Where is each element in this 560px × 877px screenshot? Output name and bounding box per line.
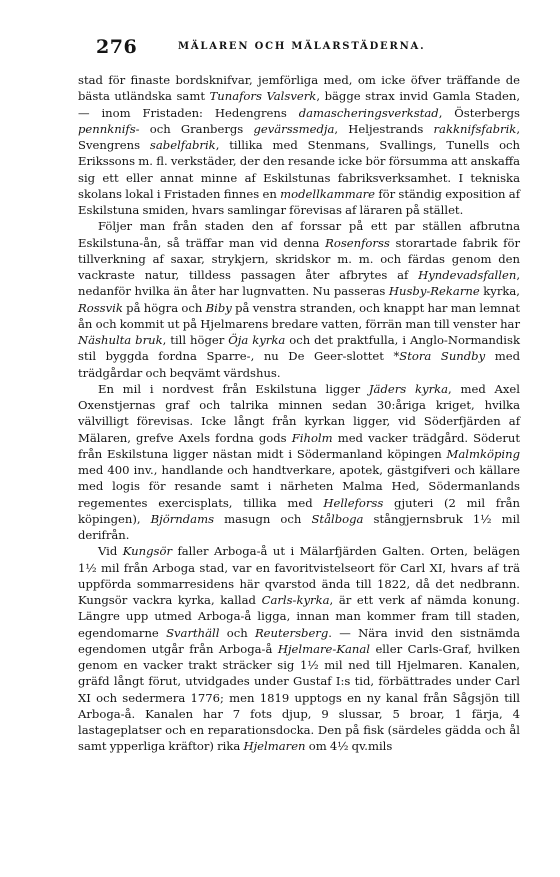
text-run: för ständig exposition af Eskilstuna smiden, hvars samlingar förevisas af läraren på stället. — [78, 186, 520, 217]
text-run: kyrka, — [479, 284, 520, 299]
italic-term: Tunafors Valsverk — [209, 89, 317, 104]
text-run: med 400 inv., handlande och handtverkare, apotek, gästgifveri och källare med logis för resande samt i närheten Malma Hed, Södermanlands regementes exercisplats, tillika med — [78, 463, 520, 510]
italic-term: Rossvik — [78, 300, 123, 315]
italic-term: Rosenforss — [325, 235, 390, 250]
italic-term: Stålboga — [311, 511, 364, 526]
text-run: , tillika med Stenmans, Svallings, Tunells och Erikssons m. fl. verkstäder, der den resande icke bör försumma att anskaffa sig ett eller annat minne af Eskilstunas fabriksverksamhet. I tekniska skolans lokal i Fristaden finnes en — [78, 138, 521, 201]
text-run: . — Nära invid den sistnämda egendomen utgår från Arboga-å — [78, 625, 520, 656]
italic-term: Carls-kyrka — [261, 593, 330, 607]
page-number: 276 — [96, 36, 138, 58]
body-text — [78, 72, 520, 755]
text-run: masugn och — [214, 511, 312, 526]
italic-term: Svarthäll — [166, 625, 220, 640]
text-run: , Svengrens — [78, 121, 521, 152]
paragraph — [78, 543, 520, 754]
italic-term: Kungsör — [122, 544, 172, 559]
text-run: , bägge strax invid Gamla Staden, — inom Fristaden: Hedengrens — [78, 89, 521, 120]
text-run: En mil i nordvest från Eskilstuna ligger — [98, 381, 369, 396]
text-run: , Heljestrands — [334, 121, 434, 136]
page-header — [78, 36, 520, 58]
paragraph — [78, 72, 520, 218]
italic-term: Malmköping — [446, 446, 520, 461]
text-run: Följer man från staden den af forssar på ett par ställen afbrutna Eskilstuna-ån, så träffar man vid denna — [78, 219, 520, 250]
italic-term: Hjelmare-Kanal — [277, 641, 370, 656]
text-run: om 4½ qv.mils — [305, 739, 393, 754]
text-run: gjuteri (2 mil från köpingen), — [78, 495, 520, 526]
text-run: stångjernsbruk 1½ mil derifrån. — [78, 511, 521, 542]
text-run: , Österbergs — [438, 105, 520, 120]
italic-term: Hyndevadsfallen — [418, 268, 517, 282]
italic-term: damascheringsverkstad — [298, 105, 439, 120]
italic-term: Öja kyrka — [228, 333, 286, 347]
running-head: MÄLAREN OCH MÄLARSTÄDERNA. — [178, 41, 426, 52]
text-run: , med Axel Oxenstjernas graf och talrika minnen sedan 30:åriga kriget, hvilka välvilligt förevisas. Icke långt från kyrkan ligger, vid Söderfjärden af Mälaren, grefve Axels fordna gods — [78, 381, 520, 445]
italic-term: *Stora Sundby — [393, 349, 486, 364]
text-run: och det praktfulla, i Anglo-Normandisk stil byggda fordna Sparre-, nu De Geer-slottet — [78, 333, 520, 364]
text-run: och — [219, 625, 255, 640]
italic-term: modellkammare — [280, 186, 376, 201]
italic-term: Näshulta bruk — [78, 333, 163, 347]
text-run: , till höger — [162, 333, 229, 347]
italic-term: Hjelmaren — [243, 739, 306, 754]
italic-term: Reutersberg — [254, 625, 329, 640]
text-run: på högra och — [122, 300, 206, 315]
text-run: storartade fabrik för tillverkning af saxar, strykjern, skridskor m. m. och färdas genom den vackraste natur, tilldess passagen åter afbrytes af — [78, 235, 520, 282]
italic-term: Biby — [205, 300, 232, 315]
italic-term: pennknifs- — [78, 121, 140, 136]
italic-term: Björndams — [150, 511, 215, 526]
text-run: , nedanför hvilka än åter har lugnvatten. Nu passeras — [78, 268, 520, 299]
italic-term: sabelfabrik — [149, 138, 216, 152]
paragraph — [78, 381, 520, 544]
italic-term: Helleforss — [323, 495, 384, 510]
italic-term: gevärssmedja — [253, 121, 335, 136]
italic-term: rakknifsfabrik — [433, 121, 517, 136]
text-run: med trädgårdar och beqvämt värdshus. — [78, 349, 520, 380]
italic-term: Jäders kyrka — [368, 381, 449, 396]
text-run: eller Carls-Graf, hvilken genom en vacker trakt sträcker sig 1½ mil ned till Hjelmaren. Kanalen, gräfd långt förut, utvidgades under Gustaf I:s tid, förbättrades under Carl XI och sedermera 1776; men 1819 upptogs en ny kanal från Sågsjön till Arboga-å. Kanalen har 7 fots djup, 9 slussar, 5 broar, 1 färja, 4 lastageplatser och en reparationsdocka. Den på fisk (särdeles gädda och ål samt ypperliga kräftor) rika — [78, 641, 520, 754]
text-run: stad för finaste bordsknifvar, jemförliga med, om icke öfver träffande de bästa utländska samt — [78, 73, 520, 104]
text-run: på venstra stranden, och knappt har man lemnat ån och kommit ut på Hjelmarens bredare vatten, förrän man till venster har — [78, 300, 520, 331]
text-run: Vid — [98, 544, 123, 559]
text-run: , är ett verk af nämda konung. Längre upp utmed Arboga-å ligga, innan man kommer fram till staden, egendomarne — [78, 593, 520, 640]
italic-term: Husby-Rekarne — [388, 284, 480, 299]
text-run: faller Arboga-å ut i Mälarfjärden Galten. Orten, belägen 1½ mil från Arboga stad, var en favoritvistelseort för Carl XI, hvars af trä uppförda sommarresidens här qvarstod ända till 1822, då det nedbrann. Kungsör vackra kyrka, kallad — [78, 544, 521, 607]
paragraph — [78, 218, 520, 381]
text-run: och Granbergs — [139, 121, 254, 136]
italic-term: Fiholm — [291, 430, 333, 445]
text-run: med vacker trädgård. Söderut från Eskilstuna ligger nästan midt i Södermanland köpingen — [78, 430, 521, 461]
